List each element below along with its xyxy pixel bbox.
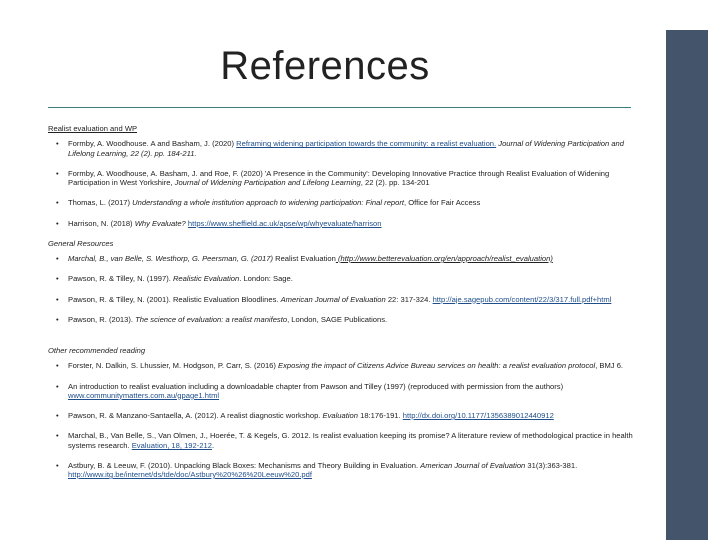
reference-link[interactable]: http://www.itg.be/internet/ds/tde/doc/Astbury%20%26%20Leeuw%20.pdf <box>68 470 312 479</box>
reference-text: (http://www.betterevaluation.org/en/approach/realist_evaluation) <box>335 254 553 263</box>
reference-item <box>48 219 648 228</box>
reference-item <box>48 169 648 188</box>
reference-text: 31(3):363-381. <box>525 460 578 470</box>
reference-text: Journal of Widening Participation and Lifelong Learning, 22 (2). pp. 184-211. <box>68 139 624 158</box>
reference-text: , 22 (2). pp. 134-201 <box>360 178 430 187</box>
reference-text: American Journal of Evaluation <box>420 460 526 470</box>
reference-list <box>48 139 648 228</box>
reference-item <box>48 198 648 207</box>
reference-item <box>48 274 648 283</box>
reference-link[interactable]: http://aje.sagepub.com/content/22/3/317.full.pdf+html <box>432 294 612 304</box>
section-heading: General Resources <box>48 238 114 248</box>
reference-item <box>48 461 648 480</box>
reference-text: Thomas, L. (2017) <box>68 198 133 208</box>
reference-text: Journal of Widening Participation and Lifelong Learning <box>174 178 361 187</box>
reference-link[interactable]: https://www.sheffield.ac.uk/apse/wp/whyevaluate/harrison <box>187 218 382 228</box>
reference-text: Harrison, N. (2018) <box>68 218 135 228</box>
reference-text: Pawson, R. & Tilley, N. (2001). Realistic Evaluation Bloodlines. <box>68 294 281 304</box>
reference-text: 22: 317-324. <box>385 294 433 304</box>
reference-text: , Office for Fair Access <box>404 198 481 208</box>
reference-text: Evaluation <box>322 411 358 420</box>
references-content <box>48 124 648 490</box>
reference-text: Forster, N. Dalkin, S. Lhussier, M. Hodgson, P. Carr, S. (2016) <box>68 361 279 371</box>
section-heading: Realist evaluation and WP <box>48 124 138 133</box>
reference-text: Formby, A. Woodhouse, A. Basham, J. and Roe, F. (2020) 'A Presence in the Community': Developing Innovative Practice through Realist Evaluation of Widening Participation in West Yorkshire, <box>68 168 610 187</box>
reference-link[interactable]: http://dx.doi.org/10.1177/1356389012440912 <box>402 411 554 420</box>
reference-item <box>48 139 648 158</box>
reference-text: Formby, A. Woodhouse. A and Basham, J. (2020) <box>68 139 237 149</box>
side-accent-bar <box>666 30 708 540</box>
reference-text: , London, SAGE Publications. <box>287 314 388 324</box>
reference-text: Realistic Evaluation <box>172 274 240 284</box>
reference-text: 18:176-191. <box>358 411 403 420</box>
reference-item <box>48 431 648 450</box>
reference-item <box>48 315 648 324</box>
reference-text: Marchal, B., van Belle, S. Westhorp, G. Peersman, G. (2017) <box>68 254 276 263</box>
reference-text: Astbury, B. & Leeuw, F. (2010). Unpacking Black Boxes: Mechanisms and Theory Building in Evaluation. <box>68 460 421 470</box>
reference-text: American Journal of Evaluation <box>280 294 386 304</box>
reference-item <box>48 254 648 263</box>
reference-text: Realist Evaluation <box>275 254 336 263</box>
slide-title: References <box>220 44 430 88</box>
reference-link[interactable]: Evaluation, 18, 192-212 <box>131 440 212 450</box>
title-rule <box>48 107 631 108</box>
reference-item <box>48 411 648 420</box>
reference-text: Pawson, R. (2013). <box>68 314 136 324</box>
reference-item <box>48 382 648 401</box>
reference-text: . <box>211 440 215 450</box>
reference-text: Why Evaluate? <box>134 218 186 228</box>
reference-text: Understanding a whole institution approach to widening participation: Final report <box>132 198 405 208</box>
reference-text: , BMJ 6. <box>595 361 624 371</box>
reference-item <box>48 361 648 370</box>
reference-text: Marchal, B., Van Belle, S., Van Olmen, J., Hoerée, T. & Kegels, G. 2012. Is realist evaluation keeping its promise? A literature review of methodological practice in health systems research. <box>68 431 633 450</box>
reference-text: Exposing the impact of Citizens Advice Bureau services on health: a realist evaluation protocol <box>278 361 596 371</box>
reference-text: The science of evaluation: a realist manifesto <box>135 314 288 324</box>
reference-item <box>48 295 648 304</box>
reference-list <box>48 361 648 479</box>
reference-text: . London: Sage. <box>239 274 293 284</box>
reference-text: Pawson, R. & Tilley, N. (1997). <box>68 274 173 284</box>
reference-link[interactable]: Reframing widening participation towards the community: a realist evaluation. <box>236 139 497 149</box>
reference-text: Pawson, R. & Manzano-Santaella, A. (2012). A realist diagnostic workshop. <box>68 411 323 420</box>
reference-link[interactable]: www.communitymatters.com.au/gpage1.html <box>68 390 220 400</box>
section-heading: Other recommended reading <box>48 346 146 355</box>
reference-list <box>48 254 648 324</box>
reference-text: An introduction to realist evaluation including a downloadable chapter from Pawson and Tilley (1997) (reproduced with permission from the authors) <box>68 381 564 391</box>
